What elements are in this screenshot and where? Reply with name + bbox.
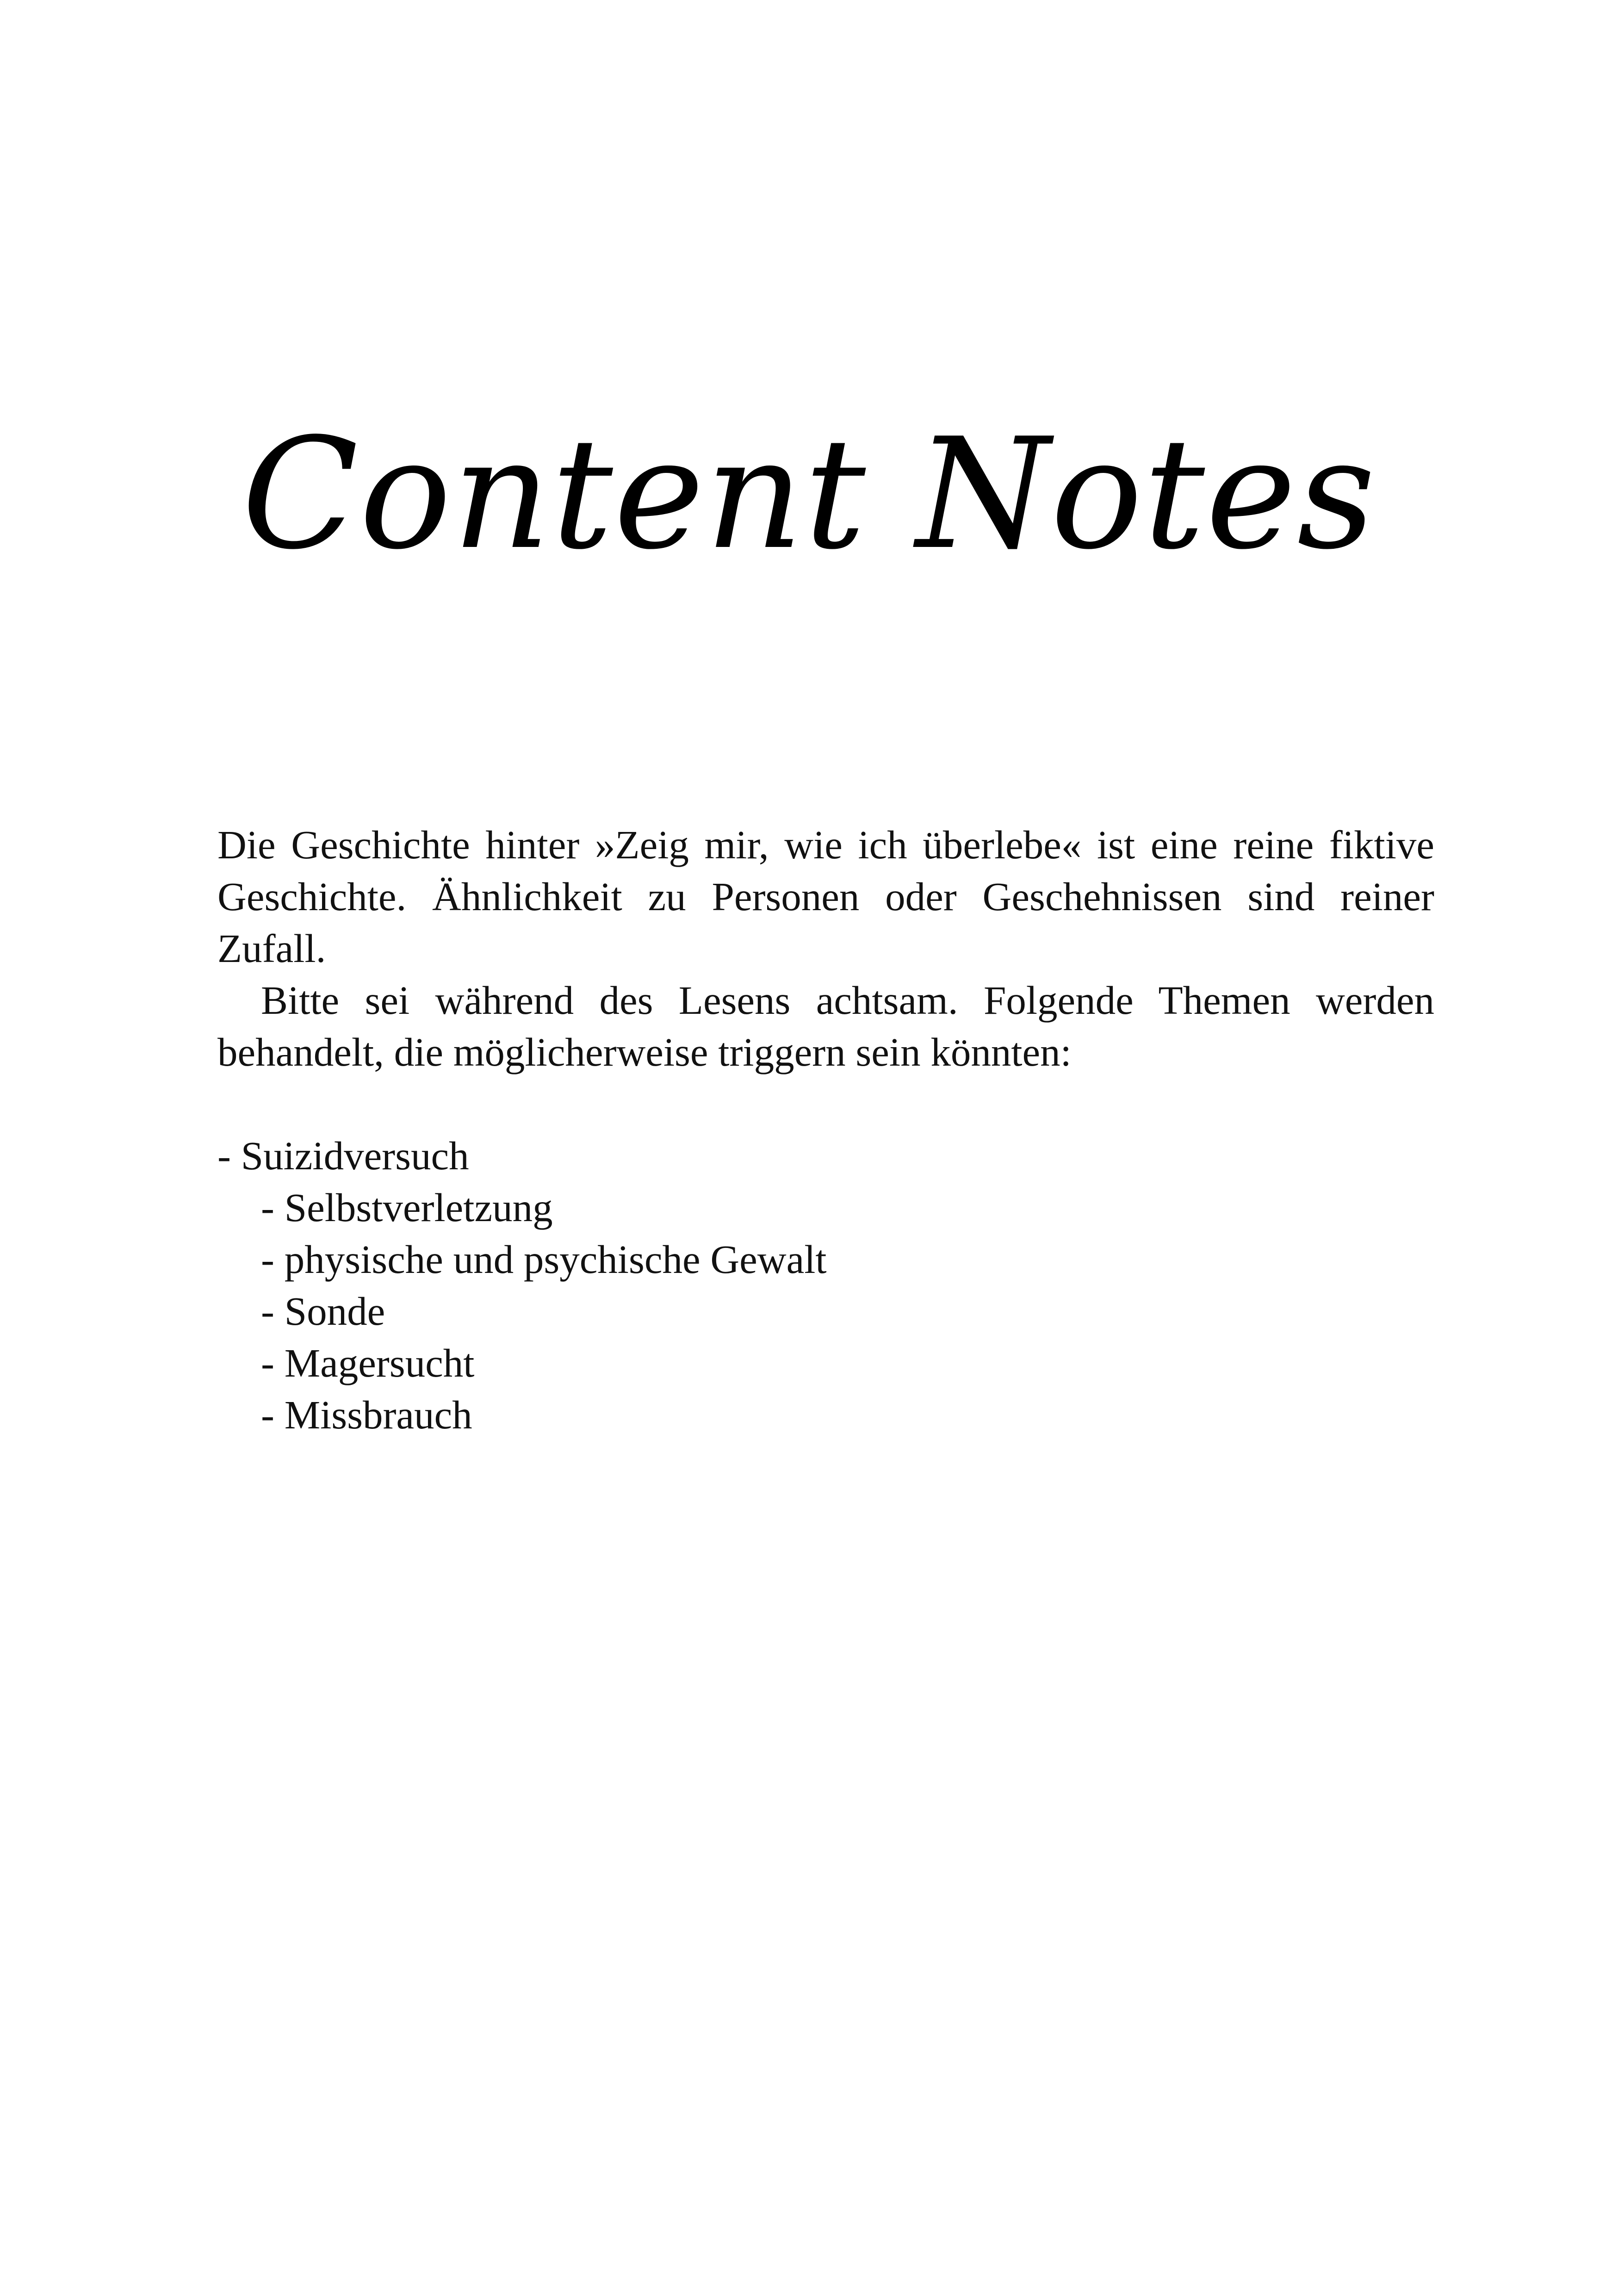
- list-item: - Missbrauch: [261, 1392, 472, 1437]
- list-item: - Suizidversuch: [217, 1133, 469, 1178]
- topic-list: [217, 1130, 1434, 1441]
- disclaimer-paragraph: Die Geschichte hinter »Zeig mir, wie ich überlebe« ist eine reine fiktive Geschichte. Ähnlichkeit zu Personen oder Geschehnissen sind reiner Zufall.: [217, 822, 1434, 971]
- content-body: [217, 819, 1434, 1441]
- list-item: - physische und psychische Gewalt: [261, 1237, 827, 1282]
- list-item: - Selbstverletzung: [261, 1185, 553, 1230]
- page-title: Content Notes: [242, 405, 1376, 583]
- warning-paragraph: Bitte sei während des Lesens achtsam. Folgende Themen werden behandelt, die möglicherweise triggern sein könnten:: [217, 978, 1434, 1074]
- list-item: - Magersucht: [261, 1340, 475, 1385]
- list-item: - Sonde: [261, 1289, 385, 1334]
